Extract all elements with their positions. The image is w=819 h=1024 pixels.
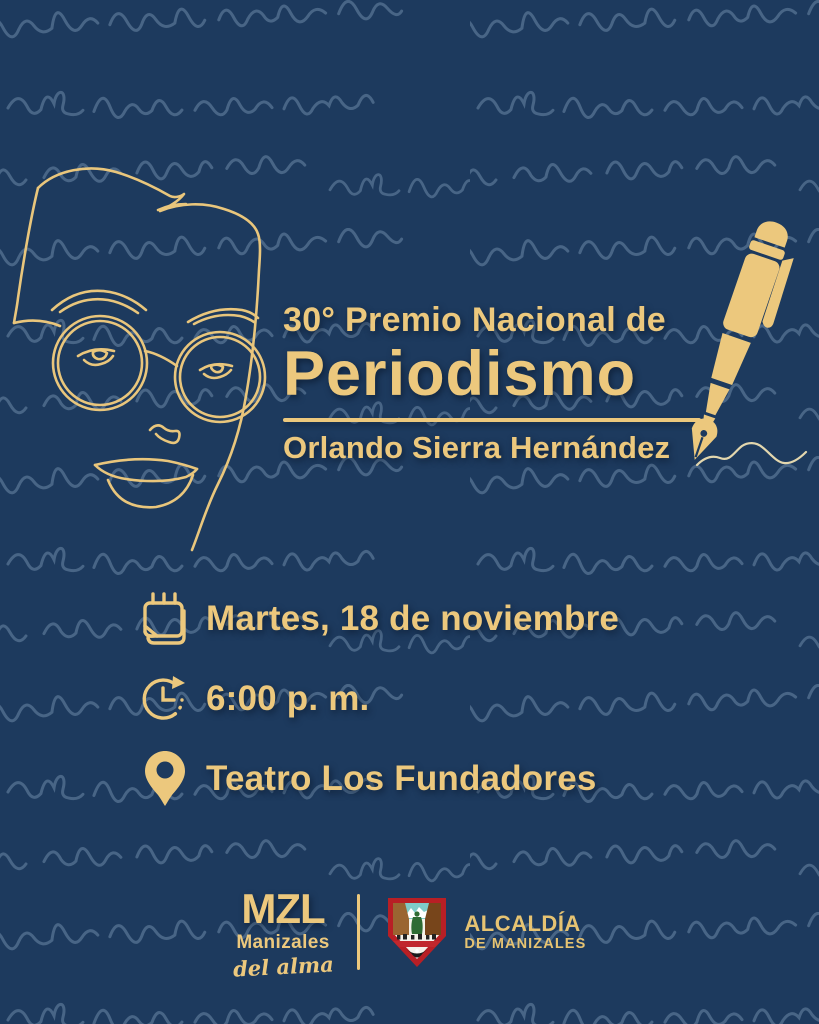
pen-icon xyxy=(642,212,819,474)
mzl-city-label: Manizales xyxy=(236,931,330,953)
footer-logos xyxy=(0,882,819,982)
mzl-acronym: MZL xyxy=(241,884,325,932)
event-date-row xyxy=(138,589,619,649)
event-details xyxy=(138,589,619,829)
event-venue-label: Teatro Los Fundadores xyxy=(206,759,597,798)
subtitle-overline xyxy=(283,418,701,422)
title-line-1: 30° Premio Nacional de xyxy=(283,301,667,339)
signature-squiggle xyxy=(697,443,806,465)
event-date-label: Martes, 18 de noviembre xyxy=(206,599,620,638)
event-venue-row xyxy=(138,749,619,809)
mzl-logo xyxy=(232,884,334,982)
calendar-icon xyxy=(138,589,192,649)
subtitle-honoree-name: Orlando Sierra Hernández xyxy=(283,429,671,465)
portrait-line-art xyxy=(8,160,278,570)
event-time-row xyxy=(138,669,619,729)
footer-divider xyxy=(357,894,360,970)
alcaldia-line-2: DE MANIZALES xyxy=(464,935,587,952)
location-pin-icon xyxy=(138,749,192,809)
title-line-2: Periodismo xyxy=(283,338,637,409)
manizales-crest xyxy=(384,894,450,970)
alcaldia-line-1: ALCALDÍA xyxy=(464,910,581,936)
event-time-label: 6:00 p. m. xyxy=(206,679,370,718)
clock-icon xyxy=(138,669,192,729)
alcaldia-logo-text xyxy=(464,912,586,952)
mzl-tagline: del alma xyxy=(232,950,334,982)
